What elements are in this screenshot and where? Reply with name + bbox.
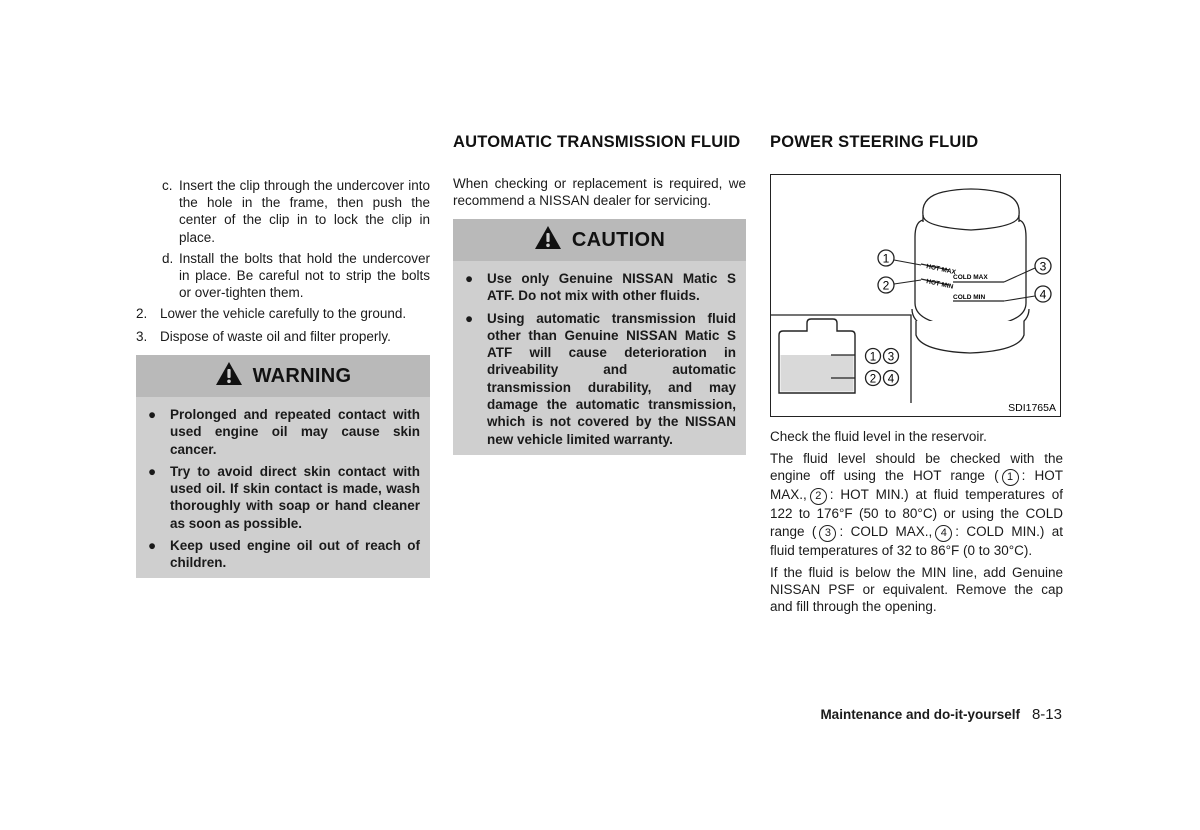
inset-callout-2: 2 (869, 373, 877, 386)
caution-body (453, 261, 746, 461)
callout-2: 2 (882, 278, 890, 293)
circled-number-4: 4 (935, 525, 952, 542)
psf-para-2: The fluid level should be checked with the engine off using the HOT range ( 1 : HOT MAX., 2 : HOT MIN.) at fluid temperatures of 122 to 176°F (50 to 80°C) or using the COLD range ( 3 : COLD MAX., 4 : COLD MIN.) at fluid temperatures of 32 to 86°F (0 to 30°C). (770, 451, 1063, 558)
warning-bullet: ● Prolonged and repeated contact with used engine oil may cause skin cancer. (148, 407, 420, 457)
reservoir-illustration (771, 175, 1060, 416)
psf-section-title: POWER STEERING FLUID (770, 133, 979, 151)
inset-callout-3: 3 (887, 351, 895, 364)
step-c-label: c. (162, 178, 173, 193)
footer-section-name: Maintenance and do-it-yourself (820, 707, 1020, 722)
numbered-item-3-text: Dispose of waste oil and filter properly. (160, 328, 391, 344)
warning-header (136, 355, 430, 397)
reservoir-figure (770, 174, 1061, 417)
warning-triangle-icon (215, 361, 243, 391)
hot-max-label: HOT MAX (925, 263, 957, 277)
step-d-text: Install the bolts that hold the undercover in place. Be careful not to strip the bolts or over-tighten them. (179, 250, 430, 301)
figure-code: SDI1765A (1008, 402, 1056, 414)
circled-number-1: 1 (1002, 469, 1019, 486)
psf-para-3: If the fluid is below the MIN line, add Genuine NISSAN PSF or equivalent. Remove the cap and fill through the opening. (770, 564, 1063, 615)
hot-min-label: HOT MIN (925, 278, 954, 291)
warning-bullet: ● Try to avoid direct skin contact with used oil. If skin contact is made, wash thoroughly with soap or hand cleaner as soon as possible. (148, 463, 420, 531)
left-column (136, 177, 430, 350)
warning-triangle-icon (534, 225, 562, 255)
circled-number-2: 2 (810, 488, 827, 505)
circled-number-3: 3 (819, 525, 836, 542)
inset-callout-4: 4 (887, 373, 895, 386)
atf-intro: When checking or replacement is required, we recommend a NISSAN dealer for servicing. (453, 176, 746, 209)
warning-box (136, 355, 430, 578)
warning-body (136, 397, 430, 585)
psf-para-1: Check the fluid level in the reservoir. (770, 429, 987, 444)
numbered-item-3-label: 3. (136, 328, 148, 344)
numbered-item-2 (136, 305, 430, 322)
warning-title: WARNING (252, 364, 352, 387)
step-d (136, 250, 430, 302)
page-number: 8-13 (1031, 706, 1062, 723)
caution-bullet: ● Use only Genuine NISSAN Matic S ATF. Do not mix with other fluids. (465, 271, 736, 304)
callout-4: 4 (1039, 287, 1047, 302)
callout-1: 1 (882, 251, 890, 266)
step-d-label: d. (162, 250, 174, 266)
atf-section-title: AUTOMATIC TRANSMISSION FLUID (453, 133, 741, 151)
caution-header (453, 219, 746, 261)
step-c (136, 177, 430, 246)
numbered-item-2-text: Lower the vehicle carefully to the ground. (160, 306, 407, 322)
psf-text (770, 428, 1063, 620)
step-c-text: Insert the clip through the undercover into the hole in the frame, then push the center of the clip in to lock the clip in place. (179, 178, 430, 245)
page-footer (820, 706, 1062, 723)
warning-bullet: ● Keep used engine oil out of reach of children. (148, 538, 420, 571)
cold-max-label: COLD MAX (953, 274, 988, 281)
callout-3: 3 (1039, 259, 1047, 274)
inset-callout-1: 1 (869, 351, 877, 364)
caution-title: CAUTION (571, 228, 666, 251)
numbered-item-3 (136, 328, 430, 345)
cold-min-label: COLD MIN (953, 294, 986, 301)
caution-box (453, 219, 746, 455)
numbered-item-2-label: 2. (136, 306, 148, 322)
caution-bullet: ● Using automatic transmission fluid other than Genuine NISSAN Matic S ATF will cause deterioration in driveability and automatic transmission durability, and may damage the automatic transmission, which is not covered by the NISSAN new vehicle limited warranty. (465, 310, 736, 447)
